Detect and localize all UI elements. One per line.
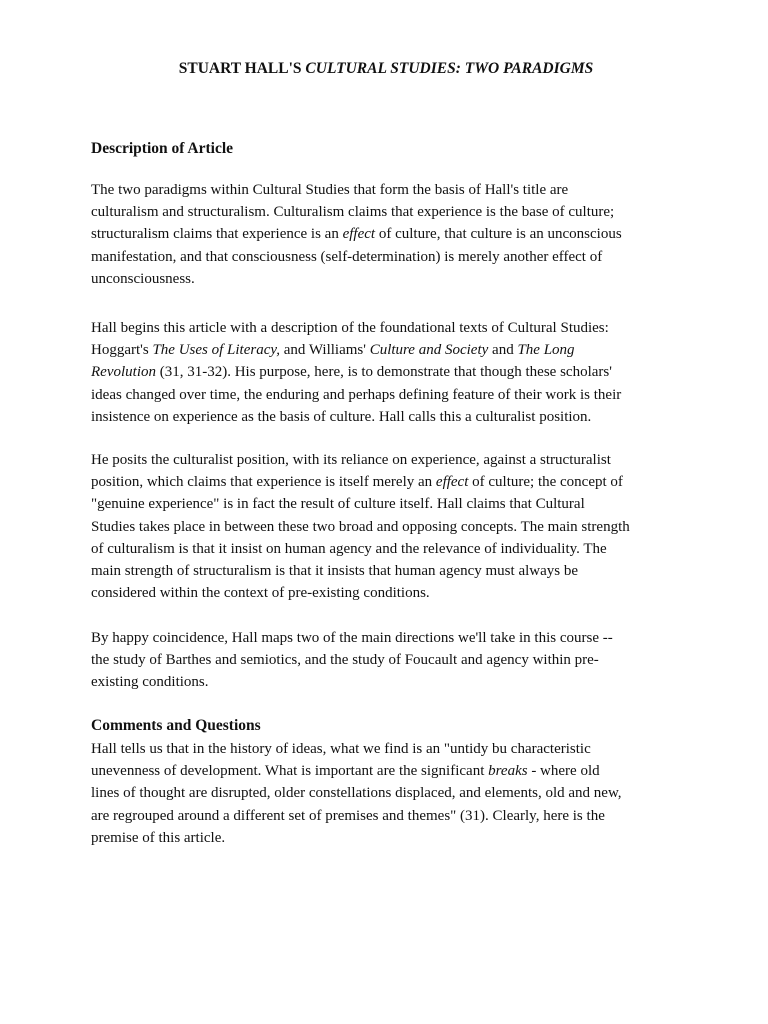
text-line [91, 760, 681, 782]
italic-text: The Long [517, 342, 575, 359]
paragraph [91, 627, 681, 694]
italic-text: The Uses of Literacy, [152, 342, 280, 359]
text-line [91, 449, 681, 471]
section-heading-comments: Comments and Questions [91, 717, 261, 734]
text-run: of culturalism is that it insist on human agency and the relevance of individuality. The [91, 540, 607, 557]
text-line [91, 384, 681, 406]
text-run: insistence on experience as the basis of culture. Hall calls this a culturalist position. [91, 408, 592, 425]
italic-text: effect [342, 226, 376, 243]
paragraph [91, 317, 681, 428]
paragraph [91, 449, 681, 604]
italic-text: Culture and Society [369, 342, 489, 359]
text-run: Hall tells us that in the history of ideas, what we find is an "untidy bu characteristic [91, 741, 591, 757]
text-line [91, 223, 681, 245]
italic-text: effect [435, 474, 469, 491]
text-line [91, 339, 681, 361]
text-run: He posits the culturalist position, with its reliance on experience, against a structuralist [91, 452, 611, 468]
paragraph [91, 179, 681, 290]
text-run: existing conditions. [91, 674, 209, 691]
text-line [91, 179, 681, 201]
text-run: structuralism claims that experience is an [91, 226, 343, 243]
text-line [91, 538, 681, 560]
text-run: Hall begins this article with a description of the foundational texts of Cultural Studies: [91, 320, 609, 336]
text-run: main strength of structuralism is that it insists that human agency must always be [91, 563, 579, 580]
text-run: manifestation, and that consciousness (self-determination) is merely another effect of [91, 248, 603, 265]
text-run: By happy coincidence, Hall maps two of the main directions we'll take in this course -- [91, 630, 613, 646]
text-run: premise of this article. [91, 829, 226, 846]
text-line [91, 582, 681, 604]
text-run: The two paradigms within Cultural Studies that form the basis of Hall's title are [91, 182, 569, 198]
text-run: Studies takes place in between these two broad and opposing concepts. The main strength [91, 518, 630, 535]
text-line [91, 805, 681, 827]
text-line [91, 671, 681, 693]
text-line [91, 649, 681, 671]
text-line [91, 406, 681, 428]
text-run: "genuine experience" is in fact the result of culture itself. Hall claims that Cultural [91, 496, 585, 513]
text-run: ideas changed over time, the enduring and perhaps defining feature of their work is their [91, 386, 622, 403]
text-line [91, 471, 681, 493]
text-line [91, 317, 681, 339]
text-run: and [488, 342, 518, 359]
italic-text: Revolution [91, 364, 156, 381]
text-run: of culture; the concept of [468, 474, 623, 491]
paragraph [91, 738, 681, 849]
text-run: are regrouped around a different set of premises and themes" (31). Clearly, here is the [91, 807, 605, 824]
text-line [91, 738, 681, 760]
text-line [91, 827, 681, 849]
text-run: the study of Barthes and semiotics, and the study of Foucault and agency within pre- [91, 652, 599, 669]
text-run: - where old [527, 763, 600, 780]
title-italic: CULTURAL STUDIES: TWO PARADIGMS [305, 60, 594, 77]
section-heading-description: Description of Article [91, 140, 234, 157]
text-line [91, 627, 681, 649]
text-run: unconsciousness. [91, 270, 195, 287]
text-line [91, 361, 681, 383]
text-line [91, 246, 681, 268]
text-line [91, 782, 681, 804]
text-run: culturalism and structuralism. Culturalism claims that experience is the base of culture; [91, 204, 615, 221]
text-run: (31, 31-32). His purpose, here, is to demonstrate that though these scholars' [155, 364, 612, 381]
text-line [91, 516, 681, 538]
text-line [91, 493, 681, 515]
text-line [91, 268, 681, 290]
text-line [91, 201, 681, 223]
text-run: lines of thought are disrupted, older constellations displaced, and elements, old and new, [91, 785, 622, 802]
text-run: position, which claims that experience is itself merely an [91, 474, 436, 491]
document-title [91, 59, 681, 79]
text-run: considered within the context of pre-existing conditions. [91, 585, 430, 602]
text-run: of culture, that culture is an unconscious [375, 226, 622, 243]
text-run: unevenness of development. What is important are the significant [91, 763, 489, 780]
text-line [91, 560, 681, 582]
text-run: Hoggart's [91, 342, 153, 359]
italic-text: breaks [488, 763, 528, 780]
text-run: and Williams' [279, 342, 370, 359]
title-prefix: STUART HALL'S [178, 60, 306, 77]
